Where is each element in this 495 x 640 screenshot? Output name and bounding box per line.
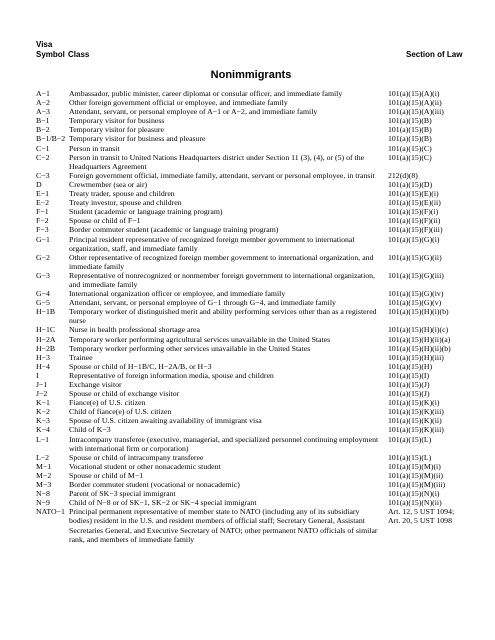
table-row (36, 344, 466, 353)
visa-symbol-cell: N−8 (36, 489, 50, 499)
section-of-law-cell: 101(a)(15)(D) (388, 179, 433, 189)
visa-symbol-cell: H−2A (36, 334, 56, 344)
visa-symbol-cell: C−3 (36, 170, 50, 180)
section-of-law-cell: 101(a)(15)(B) (388, 116, 432, 126)
class-cell: Spouse or child of exchange visitor (69, 389, 180, 399)
section-of-law-cell: 101(a)(15)(L) (388, 452, 432, 462)
class-cell: Spouse of U.S. citizen awaiting availability of immigrant visa (69, 416, 262, 426)
visa-symbol-cell: H−3 (36, 352, 50, 362)
class-cell: Temporary visitor for business (69, 116, 165, 126)
section-of-law-cell: 101(a)(15)(H) (388, 361, 433, 371)
section-of-law-cell: 101(a)(15)(C) (388, 143, 432, 153)
visa-symbol-cell: C−2 (36, 152, 50, 162)
visa-symbol-cell: N−9 (36, 498, 50, 508)
class-cell: International organization officer or employee, and immediate family (69, 289, 286, 299)
visa-symbol-cell: G−3 (36, 270, 50, 280)
table-row (36, 225, 466, 234)
visa-symbol-cell: F−3 (36, 225, 49, 235)
table-row (36, 180, 466, 189)
section-of-law-cell: 212(d)(8) (388, 170, 418, 180)
table-row (36, 371, 466, 380)
visa-symbol-cell: J−2 (36, 389, 48, 399)
table-row (36, 380, 466, 389)
table-row (36, 253, 466, 271)
section-of-law-cell: 101(a)(15)(K)(iii) (388, 407, 444, 417)
class-cell: Spouse or child of F−1 (69, 216, 141, 226)
table-row (36, 271, 466, 289)
header-visa-line: Visa (36, 40, 53, 49)
table-row (36, 325, 466, 334)
table-row (36, 207, 466, 216)
table-row (36, 389, 466, 398)
class-cell: Trainee (69, 352, 93, 362)
section-of-law-cell: 101(a)(15)(N)(i) (388, 489, 440, 499)
section-of-law-cell: 101(a)(15)(G)(iv) (388, 289, 444, 299)
section-of-law-cell: 101(a)(15)(H)(ii)(b) (388, 343, 451, 353)
table-row (36, 425, 466, 434)
visa-symbol-cell: H−2B (36, 343, 56, 353)
table-row (36, 134, 466, 143)
visa-symbol-cell: K−2 (36, 407, 50, 417)
table-row (36, 498, 466, 507)
class-cell: Intracompany transferee (executive, managerial, and specialized personnel continuing employment with international firm or corporation) (69, 434, 379, 453)
class-cell: Child of N−8 or of SK−1, SK−2 or SK−4 special immigrant (69, 498, 257, 508)
table-row (36, 335, 466, 344)
class-cell: Border commuter student (academic or language training program) (69, 225, 279, 235)
header-class: Class (68, 50, 90, 59)
section-of-law-cell: 101(a)(15)(H)(iii) (388, 352, 444, 362)
class-cell: Border commuter student (vocational or nonacademic) (69, 480, 240, 490)
header-symbol-line: Symbol (36, 50, 65, 59)
visa-symbol-cell: M−2 (36, 470, 52, 480)
class-cell: Child of K−3 (69, 425, 111, 435)
visa-symbol-cell: M−3 (36, 480, 52, 490)
class-cell: Child of fiance(e) of U.S. citizen (69, 407, 172, 417)
table-row (36, 307, 466, 325)
table-row (36, 407, 466, 416)
visa-symbol-cell: M−1 (36, 461, 52, 471)
table-row (36, 480, 466, 489)
visa-symbol-cell: J−1 (36, 380, 48, 389)
class-cell: Student (academic or language training program) (69, 207, 223, 217)
visa-symbol-cell: G−5 (36, 298, 50, 308)
table-row (36, 435, 466, 453)
class-cell: Foreign government official, immediate family, attendant, servant or personal employee, in transit (69, 170, 375, 180)
visa-symbol-cell: L−2 (36, 452, 50, 462)
section-of-law-cell: 101(a)(15)(I) (388, 370, 430, 380)
document-page (36, 40, 466, 544)
table-row (36, 153, 466, 171)
section-of-law-cell: 101(a)(15)(H)(i)(c) (388, 325, 449, 335)
class-cell: Spouse or child of H−1B/C, H−2A/B, or H−3 (69, 361, 212, 371)
section-title: Nonimmigrants (210, 69, 292, 81)
class-cell: Principal permanent representative of member state to NATO (including any of its subsidiary bodies) resident in the U.S. and resident members of official staff; Secretary General, Assistant Secretaries General, and Executive Secretary of NATO; other permanent NATO officials of similar rank, and members of immediate family (69, 507, 378, 544)
table-row (36, 189, 466, 198)
table-row (36, 107, 466, 116)
header-section-of-law: Section of Law (406, 50, 463, 59)
class-cell: Ambassador, public minister, career diplomat or consular officer, and immediate family (69, 89, 343, 98)
section-of-law-cell: 101(a)(15)(E)(ii) (388, 198, 441, 208)
section-of-law-cell: 101(a)(15)(A)(i) (388, 89, 440, 98)
table-row (36, 362, 466, 371)
visa-symbol-cell: G−1 (36, 234, 50, 244)
table-row (36, 125, 466, 134)
section-of-law-cell: 101(a)(15)(K)(i) (388, 398, 440, 408)
class-cell: Attendant, servant, or personal employee of A−1 or A−2, and immediate family (69, 107, 318, 117)
visa-symbol-cell: B−1/B−2 (36, 134, 66, 144)
class-cell: Vocational student or other nonacademic student (69, 461, 221, 471)
visa-symbol-cell: B−1 (36, 116, 50, 126)
visa-symbol-cell: F−1 (36, 207, 49, 217)
class-cell: Nurse in health professional shortage area (69, 325, 200, 335)
section-of-law-cell: 101(a)(15)(A)(iii) (388, 107, 444, 117)
table-row (36, 235, 466, 253)
section-of-law-cell: 101(a)(15)(A)(ii) (388, 98, 442, 108)
visa-symbol-cell: E−2 (36, 198, 50, 208)
table-header (36, 40, 466, 61)
visa-symbol-cell: H−1B (36, 307, 56, 317)
class-cell: Treaty investor, spouse and children (69, 198, 182, 208)
table-row (36, 144, 466, 153)
section-of-law-cell: 101(a)(15)(J) (388, 389, 430, 399)
table-row (36, 462, 466, 471)
class-cell: Principal resident representative of recognized foreign member government to international organization, staff, and immediate family (69, 234, 355, 253)
class-cell: Temporary visitor for pleasure (69, 125, 164, 135)
visa-symbol-cell: D (36, 179, 42, 189)
visa-symbol-cell: A−1 (36, 89, 50, 98)
class-cell: Exchange visitor (69, 380, 122, 389)
section-of-law-cell: 101(a)(15)(M)(i) (388, 461, 441, 471)
table-row (36, 453, 466, 462)
class-cell: Spouse or child of M−1 (69, 470, 144, 480)
table-row (36, 171, 466, 180)
section-of-law-cell: 101(a)(15)(B) (388, 125, 432, 135)
section-of-law-cell: 101(a)(15)(K)(iii) (388, 425, 444, 435)
class-cell: Temporary worker performing agricultural services unavailable in the United States (69, 334, 331, 344)
visa-symbol-cell: K−4 (36, 425, 50, 435)
visa-symbol-cell: B−2 (36, 125, 50, 135)
class-cell: Other foreign government official or employee, and immediate family (69, 98, 288, 108)
visa-symbol-cell: G−2 (36, 252, 50, 262)
table-row (36, 398, 466, 407)
table-row (36, 116, 466, 125)
visa-symbol-cell: A−3 (36, 107, 50, 117)
section-of-law-cell: 101(a)(15)(F)(ii) (388, 216, 441, 226)
table-row (36, 89, 466, 98)
table-row (36, 289, 466, 298)
class-cell: Person in transit to United Nations Headquarters district under Section 11 (3), (4), or (5) of the Headquarters Agreement (69, 152, 365, 171)
table-row (36, 471, 466, 480)
section-of-law-cell: 101(a)(15)(L) (388, 434, 432, 444)
table-row (36, 507, 466, 543)
class-cell: Temporary worker performing other services unavailable in the United States (69, 343, 311, 353)
table-row (36, 416, 466, 425)
section-of-law-cell: 101(a)(15)(C) (388, 152, 432, 162)
section-of-law-cell: 101(a)(15)(H)(ii)(a) (388, 334, 451, 344)
section-of-law-cell: 101(a)(15)(G)(v) (388, 298, 442, 308)
section-of-law-cell: Art. 12, 5 UST 1094; Art. 20, 5 UST 1098 (388, 507, 455, 526)
class-cell: Treaty trader, spouse and children (69, 189, 175, 199)
visa-symbol-cell: G−4 (36, 289, 50, 299)
section-of-law-cell: 101(a)(15)(M)(iii) (388, 480, 446, 490)
visa-symbol-cell: E−1 (36, 189, 50, 199)
section-of-law-cell: 101(a)(15)(K)(ii) (388, 416, 442, 426)
class-cell: Person in transit (69, 143, 120, 153)
class-cell: Other representative of recognized foreign member government to international organization, and immediate family (69, 252, 374, 271)
section-of-law-cell: 101(a)(15)(B) (388, 134, 432, 144)
class-cell: Parent of SK−3 special immigrant (69, 489, 176, 499)
section-of-law-cell: 101(a)(15)(F)(iii) (388, 225, 443, 235)
table-row (36, 353, 466, 362)
visa-symbol-cell: A−2 (36, 98, 50, 108)
visa-symbol-cell: K−3 (36, 416, 50, 426)
class-cell: Crewmember (sea or air) (69, 179, 148, 189)
table-row (36, 98, 466, 107)
visa-symbol-cell: K−1 (36, 398, 50, 408)
visa-symbol-cell: C−1 (36, 143, 50, 153)
section-of-law-cell: 101(a)(15)(J) (388, 380, 430, 389)
visa-symbol-cell: F−2 (36, 216, 49, 226)
class-cell: Temporary worker of distinguished merit and ability performing services other than as a registered nurse (69, 307, 377, 326)
visa-symbol-cell: H−1C (36, 325, 56, 335)
class-cell: Spouse or child of intracompany transferee (69, 452, 204, 462)
section-of-law-cell: 101(a)(15)(M)(ii) (388, 470, 443, 480)
section-of-law-cell: 101(a)(15)(G)(ii) (388, 252, 442, 262)
table-row (36, 298, 466, 307)
visa-symbol-cell: H−4 (36, 361, 50, 371)
class-cell: Temporary visitor for business and pleasure (69, 134, 206, 144)
visa-symbol-cell: NATO−1 (36, 507, 65, 517)
section-of-law-cell: 101(a)(15)(E)(i) (388, 189, 439, 199)
table-row (36, 198, 466, 207)
section-of-law-cell: 101(a)(15)(G)(i) (388, 234, 440, 244)
visa-symbol-cell: I (36, 370, 39, 380)
visa-table (36, 89, 466, 544)
class-cell: Fiance(e) of U.S. citizen (69, 398, 146, 408)
table-row (36, 489, 466, 498)
class-cell: Attendant, servant, or personal employee of G−1 through G−4, and immediate family (69, 298, 336, 308)
visa-symbol-cell: L−1 (36, 434, 50, 444)
section-of-law-cell: 101(a)(15)(H)(i)(b) (388, 307, 449, 317)
section-of-law-cell: 101(a)(15)(N)(ii) (388, 498, 442, 508)
class-cell: Representative of nonrecognized or nonmember foreign government to international organization, and immediate family (69, 270, 375, 289)
table-row (36, 216, 466, 225)
section-of-law-cell: 101(a)(15)(F)(i) (388, 207, 439, 217)
class-cell: Representative of foreign information media, spouse and children (69, 370, 274, 380)
section-of-law-cell: 101(a)(15)(G)(iii) (388, 270, 444, 280)
